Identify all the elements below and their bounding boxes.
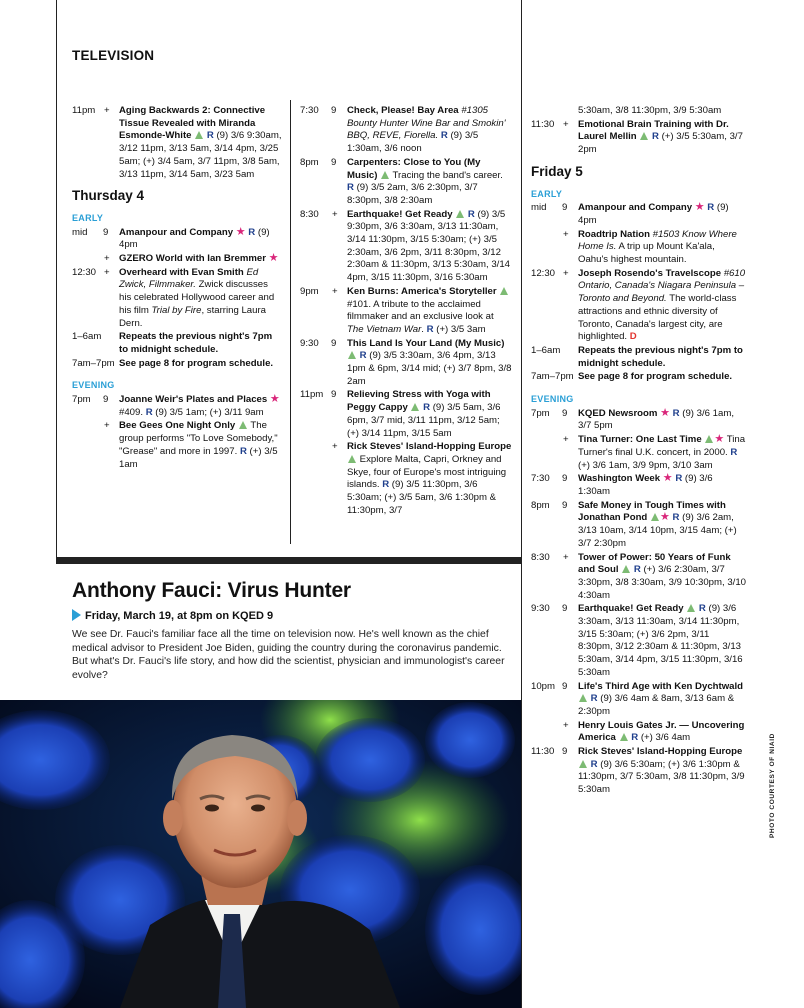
listing-entry [72,253,282,266]
listing-entry [531,473,746,498]
schedule-column-3 [531,105,746,798]
repeat-badge: R [631,732,639,744]
schedule-column-2 [300,105,512,519]
listing-channel: + [563,267,569,279]
listing-description: Life's Third Age with Ken Dychtwald R (9) 3/6 4am & 8am, 3/13 6am & 2:30pm [578,680,744,717]
listing-channel: + [332,441,338,453]
listing-channel: 9 [331,389,337,401]
feature-airdate-text: Friday, March 19, at 8pm on KQED 9 [85,610,274,622]
repeat-badge: R [590,693,598,705]
listing-time: 7pm [531,407,550,419]
listing-description: Safe Money in Tough Times with Jonathan Pond ★ R (9) 3/6 2am, 3/13 10am, 3/14 10pm, 3/15 4am; (+) 3/7 2:30pm [578,499,737,549]
daypart-label: EARLY [72,212,104,223]
repeat-badge: R [382,479,390,491]
listing-description: Washington Week ★ R (9) 3/6 1:30am [578,472,713,497]
listing-time: 9pm [300,285,319,297]
listing-entry [531,434,746,472]
repeat-badge: R [675,473,683,485]
listing-description: Repeats the previous night's 7pm to midnight schedule. [578,344,743,369]
photo-credit: PHOTO COURTESY OF NIAID [769,733,776,838]
listing-channel: 9 [562,499,568,511]
feature-title: Anthony Fauci: Virus Hunter [72,579,351,602]
listing-channel: 9 [562,603,568,615]
listing-time: mid [72,226,88,238]
listing-description: Emotional Brain Training with Dr. Laurel Mellin R (+) 3/5 5:30am, 3/7 2pm [578,118,743,156]
ascent-triangle-icon [687,604,695,612]
star-icon: ★ [662,472,673,485]
listing-channel: + [332,208,338,220]
listing-time: 7am–7pm [72,357,115,369]
listing-channel: 9 [103,226,109,238]
repeat-badge: R [239,445,247,457]
listing-description: Carpenters: Close to You (My Music) Tracing the band's career. R (9) 3/5 2am, 3/6 2:30pm, 3/7 8:30pm, 3/8 2:30am [347,156,503,206]
listing-time: 1–6am [531,344,561,356]
listing-time: 9:30 [531,603,550,615]
listing-channel: + [104,420,110,432]
listing-description: Roadtrip Nation #1503 Know Where Home Is. A trip up Mount Ka'ala, Oahu's highest mountain. [578,228,737,266]
listing-description: Rick Steves' Island-Hopping Europe R (9) 3/6 5:30am; (+) 3/6 1:30pm & 11:30pm, 3/7 5:30am, 3/8 11:30pm, 3/9 5:30am [578,746,745,796]
ascent-triangle-icon [640,132,648,140]
listing-channel: 9 [103,394,109,406]
listing-channel: 9 [331,105,337,116]
listing-entry [300,209,512,285]
repeat-badge: R [651,131,659,143]
listing-description: Relieving Stress with Yoga with Peggy Cappy R (9) 3/5 5am, 3/6 6pm, 3/7 mid, 3/11 11pm, 3/12 5am; (+) 3/14 11pm, 3/15 5am [347,389,501,439]
listing-description: Repeats the previous night's 7pm to midnight schedule. [119,331,273,355]
star-icon: ★ [269,393,280,406]
listing-time: 9:30 [300,337,319,349]
star-icon: ★ [268,252,279,265]
listing-description: Joanne Weir's Plates and Places ★ #409. R (9) 3/5 1am; (+) 3/11 9am [119,393,280,418]
listing-time: 8pm [531,499,550,511]
listing-description: See page 8 for program schedule. [578,371,733,383]
left-column-rule [56,0,57,557]
listing-entry [531,746,746,797]
listing-time: 1–6am [72,331,102,343]
listing-description: Tower of Power: 50 Years of Funk and Soul R (+) 3/6 2:30am, 3/7 3:30pm, 3/8 3:30am, 3/9 10:30pm, 3/10 4:30am [578,551,747,601]
listing-description: Aging Backwards 2: Connective Tissue Revealed with Miranda Esmonde-White R (9) 3/6 9:30am, 3/12 11pm, 3/13 5am, 3/14 4pm, 3/25 5am; (+) 3/4 5am, 3/7 11pm, 3/8 5am, 3/13 11pm, 3/14 5am, 3/23 5am [119,105,282,180]
listing-channel: + [563,434,569,446]
repeat-badge: R [590,758,598,770]
listing-entry [531,202,746,227]
listing-channel: + [332,285,338,297]
day-heading: Thursday 4 [72,188,145,204]
listing-entry [300,338,512,389]
star-icon: ★ [694,201,705,214]
listing-description: Bee Gees One Night Only The group performs "To Love Somebody," "Grease" and more in 1997. R (+) 3/5 1am [119,420,278,470]
listing-entry [72,394,282,419]
listing-time: 8pm [300,156,319,168]
listing-entry [300,157,512,208]
repeat-badge: R [423,402,431,414]
listing-description: Rick Steves' Island-Hopping Europe Explore Malta, Capri, Orkney and Skye, four of Europe's most intriguing islands. R (9) 3/5 11:30pm, 3/6 5:30am; (+) 3/5 5am, 3/6 1:30pm & 11:30pm, 3/7 [347,441,512,516]
ascent-triangle-icon [348,455,356,463]
listing-description: 5:30am, 3/8 11:30pm, 3/9 5:30am [578,105,722,116]
listing-description: Earthquake! Get Ready R (9) 3/6 3:30am, 3/13 11:30am, 3/14 11:30pm, 3/15 5:30am; (+) 3/6 2pm, 3/11 8:30pm, 3/12 2:30am & 11:30pm, 3/13 5:30am, 3/14 4pm, 3/15 11:30pm, 3/16 5:30am [578,603,743,678]
listing-description: Ken Burns: America's Storyteller #101. A tribute to the acclaimed filmmaker and an exclusive look at The Vietnam War. R (+) 3/5 3am [347,286,509,335]
daypart-label: EVENING [531,394,574,405]
feature-divider [56,557,521,564]
right-column-rule [521,0,522,1008]
listing-entry [531,603,746,679]
section-header: TELEVISION [72,48,155,63]
star-icon: ★ [659,511,670,524]
ascent-triangle-icon [348,351,356,359]
feature-photo [0,700,521,1008]
listing-time: 7:30 [300,105,319,116]
ascent-triangle-icon [195,131,203,139]
listing-entry [531,681,746,719]
listing-entry [72,105,282,181]
listing-description: Henry Louis Gates Jr. — Uncovering America R (+) 3/6 4am [578,719,745,744]
play-icon [72,609,81,621]
repeat-badge: R [672,512,680,524]
listing-time: 8:30 [531,551,550,563]
listing-description: Amanpour and Company ★ R (9) 4pm [119,225,270,251]
listing-entry [531,345,746,370]
listing-time: 11:30 [531,746,555,758]
ascent-triangle-icon [622,565,630,573]
ascent-triangle-icon [411,403,419,411]
listing-entry [300,389,512,440]
repeat-badge: R [698,603,706,615]
repeat-badge: R [730,446,738,458]
day-heading: Friday 5 [531,163,583,179]
feature-description: We see Dr. Fauci's familiar face all the time on television now. He's well known as the chief medical advisor to President Joe Biden, guiding the country during the coronavirus pandemic. But what's Dr. Fauci's life story, and how did the scientist, physician and immunologist's career evolve? [72,629,505,681]
listing-time: 7:30 [531,473,550,485]
listing-time: 7pm [72,394,91,406]
repeat-badge: R [426,323,434,335]
listing-entry [531,371,746,384]
repeat-badge: R [359,350,367,362]
listing-description: Check, Please! Bay Area #1305 Bounty Hunter Wine Bar and Smokin' BBQ, REVE, Fiorella. R (9) 3/5 1:30am, 3/6 noon [347,105,506,155]
listing-entry [531,500,746,551]
star-icon: ★ [660,406,670,419]
listing-time: 11:30 [531,118,555,130]
ascent-triangle-icon [456,210,464,218]
listing-entry [531,268,746,344]
listing-time: 11pm [300,389,324,401]
daypart-label: EARLY [531,188,563,199]
listing-time: 8:30 [300,208,319,220]
listing-channel: + [563,118,569,130]
listing-entry [300,105,512,156]
listing-entry [72,358,282,371]
listing-channel: 9 [331,337,337,349]
listing-channel: + [563,228,569,240]
listing-entry [72,420,282,471]
listing-channel: + [104,105,110,116]
repeat-badge: R [248,226,256,238]
listing-description: See page 8 for program schedule. [119,357,274,369]
listing-channel: + [563,551,569,563]
daypart-label: EVENING [72,380,115,391]
ascent-triangle-icon [381,171,389,179]
repeat-badge: R [707,202,715,214]
listing-time: 12:30 [72,266,97,278]
feature-airdate [72,609,273,622]
portrait-illustration [0,700,521,1008]
star-icon: ★ [714,433,725,446]
listing-description: Tina Turner: One Last Time ★ Tina Turner's final U.K. concert, in 2000. R (+) 3/6 1am, 3/9 9pm, 3/10 3am [578,433,746,471]
listing-time: 7am–7pm [531,371,574,383]
ascent-triangle-icon [620,733,628,741]
schedule-column-1 [72,105,282,472]
repeat-badge: R [145,406,153,418]
listing-channel: 9 [562,407,568,419]
repeat-badge: R [206,130,214,142]
listing-entry [531,105,746,118]
listing-time: mid [531,202,547,214]
middle-column-rule [290,100,291,544]
listing-entry [531,229,746,267]
repeat-badge: R [347,182,354,194]
repeat-badge: R [672,407,680,419]
ascent-triangle-icon [579,694,587,702]
ascent-triangle-icon [705,435,713,443]
repeat-badge: R [467,208,475,220]
listing-entry [72,331,282,356]
ascent-triangle-icon [579,760,587,768]
listing-time: 12:30 [531,267,556,279]
star-icon: ★ [235,225,246,238]
listing-channel: 9 [562,680,568,692]
listing-description: GZERO World with Ian Bremmer ★ [119,252,279,265]
listing-description: Joseph Rosendo's Travelscope #610 Ontario, Canada's Niagara Peninsula – Toronto and Beyond. The world-class attractions and ethnic diversity of Toronto, Canada's largest city, are highlighted. D [578,267,746,343]
listing-channel: 9 [331,156,337,168]
listing-channel: + [104,266,110,278]
listing-channel: 9 [562,746,568,758]
listing-entry [531,408,746,433]
listing-time: 10pm [531,680,555,692]
listing-description: KQED Newsroom ★ R (9) 3/6 1am, 3/7 5pm [578,406,734,432]
listing-channel: + [104,253,110,265]
listing-entry [300,286,512,337]
listing-description: Earthquake! Get Ready R (9) 3/5 9:30pm, 3/6 3:30am, 3/13 11:30am, 3/14 11:30pm, 3/15 5:30am; (+) 3/5 2:30am, 3/6 2pm, 3/11 8:30pm, 3/12 2:30am & 11:30pm, 3/13 5:30am, 3/14 4pm, 3/15 11:30pm, 3/16 5:30am [347,208,511,284]
repeat-badge: R [440,130,448,142]
listing-channel: 9 [562,202,568,214]
listing-description: This Land Is Your Land (My Music) R (9) 3/5 3:30am, 3/6 4pm, 3/13 1pm & 6pm, 3/14 mid; (+) 3/7 8pm, 3/8 2am [347,337,512,387]
listing-entry [72,227,282,252]
listing-description: Overheard with Evan Smith Ed Zwick, Filmmaker. Zwick discusses his celebrated Hollywood career and his film Trial by Fire, starring Laura Dern. [119,266,275,329]
listing-channel: + [563,719,569,731]
listing-time: 11pm [72,105,96,116]
listing-entry [531,119,746,157]
ascent-triangle-icon [500,287,508,295]
listing-entry [531,552,746,603]
descriptive-video-badge: D [629,331,637,343]
listing-description: Amanpour and Company ★ R (9) 4pm [578,201,729,226]
repeat-badge: R [633,564,641,576]
listing-entry [531,720,746,745]
listing-entry [72,267,282,331]
listing-channel: 9 [562,473,568,485]
listing-entry [300,441,512,517]
ascent-triangle-icon [239,421,247,429]
ascent-triangle-icon [651,513,659,521]
